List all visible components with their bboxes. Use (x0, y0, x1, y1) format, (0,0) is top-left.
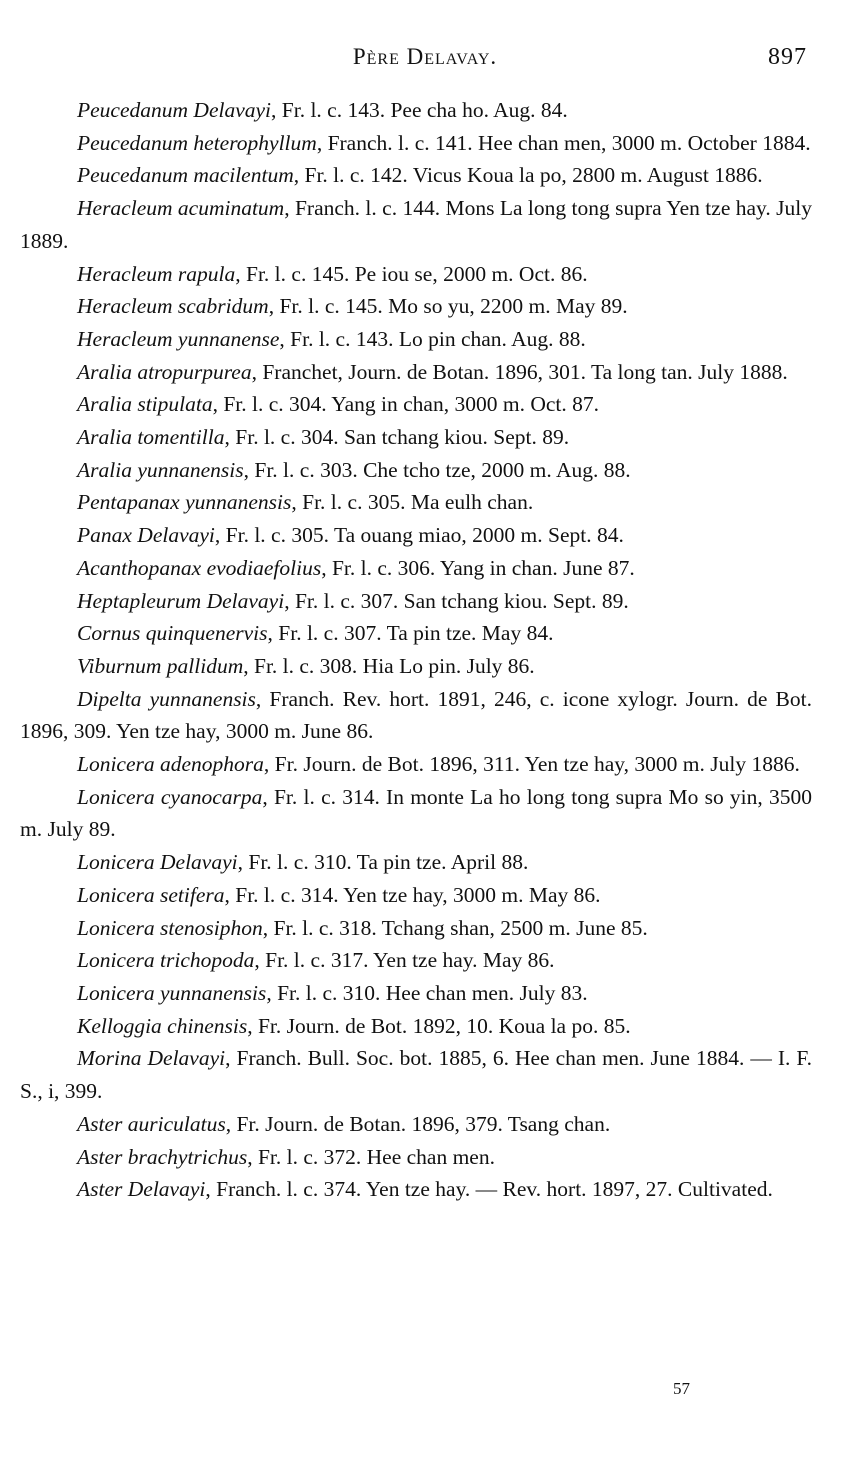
running-title: Père Delavay. (352, 44, 498, 69)
specimen-details: , Franch. Bull. Soc. bot. 1885, 6. Hee chan men. June 1884. — I. F. S., i, 399. (20, 1046, 812, 1104)
specimen-entry (20, 127, 812, 160)
specimen-details: , Fr. l. c. 145. Mo so yu, 2200 m. May 89. (268, 294, 628, 319)
species-name: Aster brachytrichus (77, 1144, 248, 1169)
specimen-details: , Fr. l. c. 372. Hee chan men. (247, 1144, 495, 1169)
species-name: Cornus quinquenervis (77, 621, 268, 646)
page-header (0, 44, 850, 78)
specimen-entry (20, 683, 812, 748)
specimen-entry (20, 94, 812, 127)
specimen-details: , Franch. Rev. hort. 1891, 246, c. icone xylogr. Journ. de Bot. 1896, 309. Yen tze hay, 3000 m. June 86. (20, 686, 812, 744)
specimen-entry (20, 781, 812, 846)
specimen-details: , Fr. Journ. de Bot. 1896, 311. Yen tze hay, 3000 m. July 1886. (263, 752, 800, 777)
species-name: Peucedanum Delavayi (77, 98, 272, 122)
specimen-details: , Fr. l. c. 143. Pee cha ho. Aug. 84. (271, 98, 568, 122)
species-name: Morina Delavayi (77, 1046, 226, 1071)
species-name: Lonicera trichopoda (77, 948, 255, 973)
species-name: Heracleum scabridum (77, 294, 269, 319)
species-name: Heracleum rapula (77, 261, 236, 286)
specimen-details: , Fr. l. c. 145. Pe iou se, 2000 m. Oct. 86. (235, 261, 588, 286)
specimen-entry (20, 944, 812, 977)
species-name: Aralia tomentilla (77, 425, 225, 450)
species-name: Lonicera setifera (77, 882, 225, 907)
specimen-entry (20, 1042, 812, 1107)
specimen-details: , Fr. l. c. 314. Yen tze hay, 3000 m. May 86. (224, 882, 601, 907)
specimen-entry (20, 454, 812, 487)
specimen-details: , Fr. l. c. 317. Yen tze hay. May 86. (254, 948, 555, 973)
specimen-details: , Fr. l. c. 305. Ta ouang miao, 2000 m. Sept. 84. (214, 523, 624, 548)
species-name: Aster auriculatus (77, 1111, 226, 1136)
specimen-entry (20, 617, 812, 650)
specimen-entry (20, 388, 812, 421)
species-name: Acanthopanax evodiaefolius (77, 555, 322, 580)
specimen-details: , Fr. l. c. 305. Ma eulh chan. (291, 490, 534, 515)
specimen-entry (20, 159, 812, 192)
species-name: Viburnum pallidum (77, 653, 244, 678)
species-name: Aralia yunnanensis (77, 457, 244, 482)
species-name: Aralia stipulata (77, 392, 213, 417)
specimen-details: , Fr. l. c. 307. Ta pin tze. May 84. (267, 621, 554, 646)
specimen-details: , Fr. Journ. de Botan. 1896, 379. Tsang chan. (225, 1111, 611, 1136)
specimen-details: , Fr. l. c. 310. Ta pin tze. April 88. (237, 850, 529, 875)
species-name: Heracleum acuminatum (77, 196, 285, 221)
page-number: 897 (768, 44, 807, 70)
specimen-details: , Fr. l. c. 143. Lo pin chan. Aug. 88. (279, 326, 586, 351)
species-name: Lonicera cyanocarpa (77, 784, 263, 809)
species-name: Heracleum yunnanense (77, 326, 280, 351)
species-name: Lonicera adenophora (77, 752, 264, 777)
specimen-details: , Franch. l. c. 144. Mons La long tong supra Yen tze hay. July 1889. (20, 196, 812, 253)
species-name: Lonicera Delavayi (77, 850, 238, 875)
species-name: Heptapleurum Delavayi (77, 588, 285, 613)
specimen-entry (20, 1108, 812, 1141)
species-name: Pentapanax yunnanensis (77, 490, 292, 515)
specimen-details: , Fr. l. c. 314. In monte La ho long tong supra Mo so yin, 3500 m. July 89. (20, 784, 812, 842)
specimen-entry (20, 290, 812, 323)
specimen-entry (20, 356, 812, 389)
species-name: Kelloggia chinensis (77, 1013, 248, 1038)
specimen-entry (20, 192, 812, 257)
species-name: Peucedanum heterophyllum (77, 130, 317, 155)
specimen-list (20, 94, 812, 1206)
specimen-entry (20, 748, 812, 781)
specimen-details: , Fr. l. c. 303. Che tcho tze, 2000 m. Aug. 88. (243, 457, 631, 482)
printer-signature-mark: 57 (673, 1379, 690, 1398)
specimen-entry (20, 552, 812, 585)
specimen-details: , Fr. l. c. 304. Yang in chan, 3000 m. Oct. 87. (212, 392, 599, 417)
specimen-entry (20, 1173, 812, 1206)
specimen-details: , Fr. l. c. 306. Yang in chan. June 87. (321, 555, 635, 580)
specimen-entry (20, 1141, 812, 1174)
species-name: Panax Delavayi (77, 523, 215, 548)
specimen-entry (20, 977, 812, 1010)
specimen-details: , Fr. l. c. 318. Tchang shan, 2500 m. June 85. (262, 915, 648, 940)
specimen-details: , Fr. l. c. 307. San tchang kiou. Sept. 89. (284, 588, 629, 613)
specimen-details: , Fr. l. c. 142. Vicus Koua la po, 2800 m. August 1886. (293, 163, 763, 188)
specimen-details: , Fr. l. c. 310. Hee chan men. July 83. (266, 980, 588, 1005)
specimen-entry (20, 1010, 812, 1043)
specimen-details: , Fr. Journ. de Bot. 1892, 10. Koua la po. 85. (247, 1013, 631, 1038)
specimen-entry (20, 650, 812, 683)
specimen-details: , Franchet, Journ. de Botan. 1896, 301. Ta long tan. July 1888. (251, 359, 788, 384)
specimen-details: , Fr. l. c. 304. San tchang kiou. Sept. 89. (224, 425, 570, 450)
specimen-details: , Franch. l. c. 374. Yen tze hay. — Rev. hort. 1897, 27. Cultivated. (205, 1177, 773, 1202)
species-name: Lonicera yunnanensis (77, 980, 267, 1005)
species-name: Aster Delavayi (77, 1177, 206, 1202)
specimen-entry (20, 258, 812, 291)
specimen-entry (20, 421, 812, 454)
species-name: Aralia atropurpurea (77, 359, 252, 384)
specimen-entry (20, 912, 812, 945)
specimen-entry (20, 846, 812, 879)
specimen-entry (20, 486, 812, 519)
specimen-details: , Franch. l. c. 141. Hee chan men, 3000 m. October 1884. (316, 130, 811, 155)
species-name: Peucedanum macilentum (77, 163, 294, 188)
species-name: Lonicera stenosiphon (77, 915, 263, 940)
specimen-entry (20, 519, 812, 552)
species-name: Dipelta yunnanensis (77, 686, 256, 711)
specimen-details: , Fr. l. c. 308. Hia Lo pin. July 86. (243, 653, 535, 678)
specimen-entry (20, 323, 812, 356)
specimen-entry (20, 879, 812, 912)
specimen-entry (20, 585, 812, 618)
